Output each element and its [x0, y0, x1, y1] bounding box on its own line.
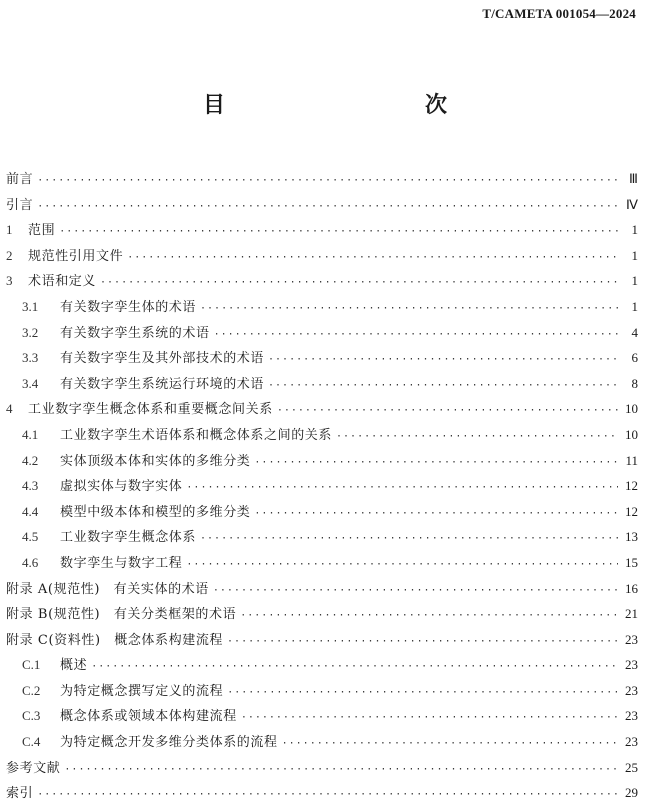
toc-entry-page: 23	[625, 631, 638, 647]
toc-entry-page: 25	[625, 759, 638, 775]
toc-entry-page: 16	[625, 580, 638, 596]
toc-entry-label: 实体顶级本体和实体的多维分类	[60, 453, 251, 469]
toc-entry-label: 范围	[28, 223, 56, 239]
toc-entry-page: 12	[625, 478, 638, 494]
toc-entry-page: 10	[625, 426, 638, 442]
toc-entry-number: C.3	[22, 708, 41, 724]
toc-entry-label: 模型中级本体和模型的多维分类	[60, 504, 251, 520]
toc-entry-label: 有关数字孪生体的术语	[60, 299, 197, 315]
toc-entry-number: C.4	[22, 734, 41, 750]
toc-entry-label: 引言	[6, 197, 34, 213]
toc-entry-label: 虚拟实体与数字实体	[60, 479, 183, 495]
toc-entry-page: 23	[625, 708, 638, 724]
toc-entry[interactable]	[0, 473, 650, 499]
dot-leader	[254, 501, 618, 527]
page-title: 目 次	[202, 93, 499, 118]
toc-entry[interactable]	[0, 729, 650, 755]
toc-entry-page: Ⅳ	[626, 196, 638, 212]
toc-entry[interactable]	[0, 217, 650, 243]
dot-leader	[214, 322, 618, 348]
dot-leader	[200, 526, 618, 552]
toc-entry[interactable]	[0, 422, 650, 448]
toc-entry[interactable]	[0, 268, 650, 294]
toc-entry-label: 术语和定义	[28, 274, 97, 290]
dot-leader	[227, 629, 618, 655]
toc-entry-number: 1	[6, 222, 13, 238]
toc-entry-label: 规范性引用文件	[28, 248, 124, 264]
toc-entry-page: 23	[625, 682, 638, 698]
toc-entry-number: 3	[6, 273, 13, 289]
toc-entry-page: 29	[625, 785, 638, 801]
dot-leader	[241, 705, 618, 731]
dot-leader	[277, 398, 618, 424]
toc-entry[interactable]	[0, 345, 650, 371]
toc-entry-number: 4.6	[22, 554, 39, 570]
dot-leader	[282, 731, 618, 757]
toc-entry-label: 工业数字孪生术语体系和概念体系之间的关系	[60, 427, 333, 443]
toc-entry-number: 4.4	[22, 503, 39, 519]
toc-entry[interactable]	[0, 243, 650, 269]
toc-entry[interactable]	[0, 755, 650, 781]
toc-entry-page: 23	[625, 734, 638, 750]
toc-entry-page: 15	[625, 554, 638, 570]
toc-entry-label: 数字孪生与数字工程	[60, 555, 183, 571]
toc-entry[interactable]	[0, 294, 650, 320]
dot-leader	[268, 347, 618, 373]
toc-entry-number: 3.4	[22, 375, 39, 391]
toc-entry-page: 4	[631, 324, 638, 340]
dot-leader	[37, 194, 618, 220]
toc-entry-label: 为特定概念撰写定义的流程	[60, 683, 224, 699]
toc-entry[interactable]	[0, 627, 650, 653]
toc-entry-number: 4.3	[22, 478, 39, 494]
toc-entry-number: C.1	[22, 657, 41, 673]
dot-leader	[91, 654, 618, 680]
dot-leader	[186, 475, 618, 501]
toc-entry[interactable]	[0, 320, 650, 346]
dot-leader	[37, 782, 618, 808]
toc-entry-page: 11	[625, 452, 638, 468]
dot-leader	[186, 552, 618, 578]
dot-leader	[254, 450, 618, 476]
dot-leader	[100, 270, 618, 296]
toc-entry[interactable]	[0, 448, 650, 474]
dot-leader	[64, 757, 618, 783]
toc-entry-page: 1	[631, 298, 638, 314]
dot-leader	[37, 168, 618, 194]
toc-entry-label: 附录 B(规范性) 有关分类框架的术语	[6, 607, 237, 623]
toc-entry[interactable]	[0, 371, 650, 397]
toc-entry-page: 8	[631, 375, 638, 391]
dot-leader	[127, 245, 618, 271]
toc-entry-label: 概念体系或领域本体构建流程	[60, 709, 237, 725]
toc-entry-label: 附录 A(规范性) 有关实体的术语	[6, 581, 209, 597]
toc-entry-number: 2	[6, 247, 13, 263]
toc-entry[interactable]	[0, 524, 650, 550]
toc-entry-label: 前言	[6, 172, 34, 187]
toc-entry[interactable]	[0, 499, 650, 525]
toc-entry[interactable]	[0, 192, 650, 218]
toc-entry-page: 12	[625, 503, 638, 519]
toc-entry-label: 附录 C(资料性) 概念体系构建流程	[6, 632, 224, 648]
toc-entry-page: 1	[631, 273, 638, 289]
dot-leader	[240, 603, 618, 629]
toc-entry-page: 6	[631, 350, 638, 366]
table-of-contents	[0, 166, 650, 806]
toc-entry-label: 概述	[60, 658, 88, 674]
toc-entry-label: 有关数字孪生及其外部技术的术语	[60, 351, 265, 367]
toc-entry-number: 3.3	[22, 350, 39, 366]
toc-entry-label: 参考文献	[6, 760, 61, 776]
dot-leader	[59, 219, 618, 245]
toc-entry-label: 索引	[6, 786, 34, 802]
toc-entry-number: 3.2	[22, 324, 39, 340]
toc-entry-label: 有关数字孪生系统的术语	[60, 325, 210, 341]
toc-entry[interactable]	[0, 576, 650, 602]
dot-leader	[213, 578, 618, 604]
toc-entry[interactable]	[0, 780, 650, 806]
toc-entry[interactable]	[0, 601, 650, 627]
toc-entry-page: Ⅲ	[629, 171, 638, 186]
toc-entry[interactable]	[0, 703, 650, 729]
dot-leader	[268, 373, 618, 399]
toc-entry[interactable]	[0, 166, 650, 192]
toc-entry-page: 23	[625, 657, 638, 673]
toc-entry[interactable]	[0, 396, 650, 422]
document-code: T/CAMETA 001054—2024	[482, 6, 636, 21]
dot-leader	[200, 296, 618, 322]
dot-leader	[227, 680, 618, 706]
toc-entry-label: 工业数字孪生概念体系	[60, 530, 197, 546]
toc-entry-page: 13	[625, 529, 638, 545]
dot-leader	[336, 424, 618, 450]
toc-entry[interactable]	[0, 550, 650, 576]
toc-entry-number: 4.2	[22, 452, 39, 468]
toc-entry-label: 工业数字孪生概念体系和重要概念间关系	[28, 402, 273, 418]
toc-entry-number: 3.1	[22, 298, 39, 314]
toc-entry-page: 1	[631, 247, 638, 263]
toc-entry-number: 4.1	[22, 426, 39, 442]
toc-entry-page: 21	[625, 606, 638, 622]
toc-entry[interactable]	[0, 652, 650, 678]
toc-entry-label: 有关数字孪生系统运行环境的术语	[60, 376, 265, 392]
toc-entry-number: 4	[6, 401, 13, 417]
toc-entry[interactable]	[0, 678, 650, 704]
toc-entry-page: 10	[625, 401, 638, 417]
toc-entry-label: 为特定概念开发多维分类体系的流程	[60, 735, 278, 751]
toc-entry-number: 4.5	[22, 529, 39, 545]
toc-entry-page: 1	[631, 222, 638, 238]
toc-entry-number: C.2	[22, 682, 41, 698]
